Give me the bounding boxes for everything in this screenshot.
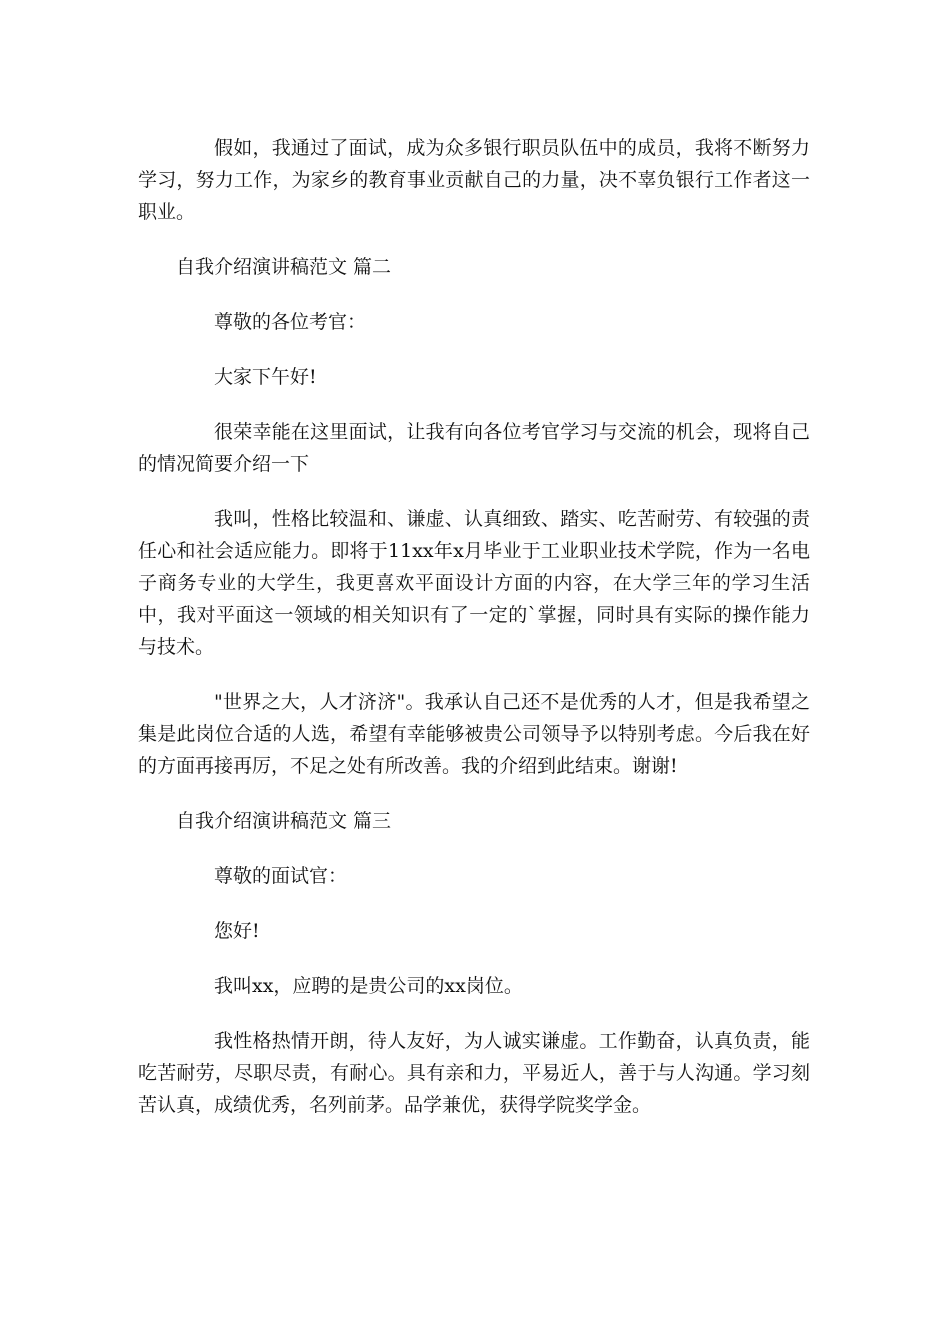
paragraph-hello: 您好! [214,920,260,942]
paragraph-character-description: 我性格热情开朗，待人友好，为人诚实谦虚。工作勤奋，认真负责，能吃苦耐劳，尽职尽责，有耐心。具有亲和力，平易近人，善于与人沟通。学习刻苦认真，成绩优秀，名列前茅。品学兼优，获得学院奖学金。 [138,1030,810,1116]
paragraph-good-afternoon: 大家下午好! [214,366,317,388]
paragraph-greeting-examiners: 尊敬的各位考官： [214,311,367,333]
section-heading-part-two: 自我介绍演讲稿范文 篇二 [176,256,392,278]
paragraph-conclusion: "世界之大，人才济济"。我承认自己还不是优秀的人才，但是我希望之集是此岗位合适的人选，希望有幸能够被贵公司领导予以特别考虑。今后我在好的方面再接再厉，不足之处有所改善。我的介绍到此结束。谢谢! [138,691,810,777]
section-heading-part-three: 自我介绍演讲稿范文 篇三 [176,810,392,832]
paragraph-position-applied: 我叫xx，应聘的是贵公司的xx岗位。 [214,975,523,997]
paragraph-greeting-interviewer: 尊敬的面试官： [214,865,348,887]
paragraph-introduction: 很荣幸能在这里面试，让我有向各位考官学习与交流的机会，现将自己的情况简要介绍一下 [138,421,810,475]
paragraph-personality-background: 我叫，性格比较温和、谦虚、认真细致、踏实、吃苦耐劳、有较强的责任心和社会适应能力。即将于11xx年x月毕业于工业职业技术学院，作为一名电子商务专业的大学生，我更喜欢平面设计方面的内容，在大学三年的学习生活中，我对平面这一领域的相关知识有了一定的`掌握，同时具有实际的操作能力与技术。 [138,508,810,658]
paragraph-closing-statement: 假如，我通过了面试，成为众多银行职员队伍中的成员，我将不断努力学习，努力工作，为家乡的教育事业贡献自己的力量，决不辜负银行工作者这一职业。 [138,137,810,223]
document-body [138,132,810,1144]
